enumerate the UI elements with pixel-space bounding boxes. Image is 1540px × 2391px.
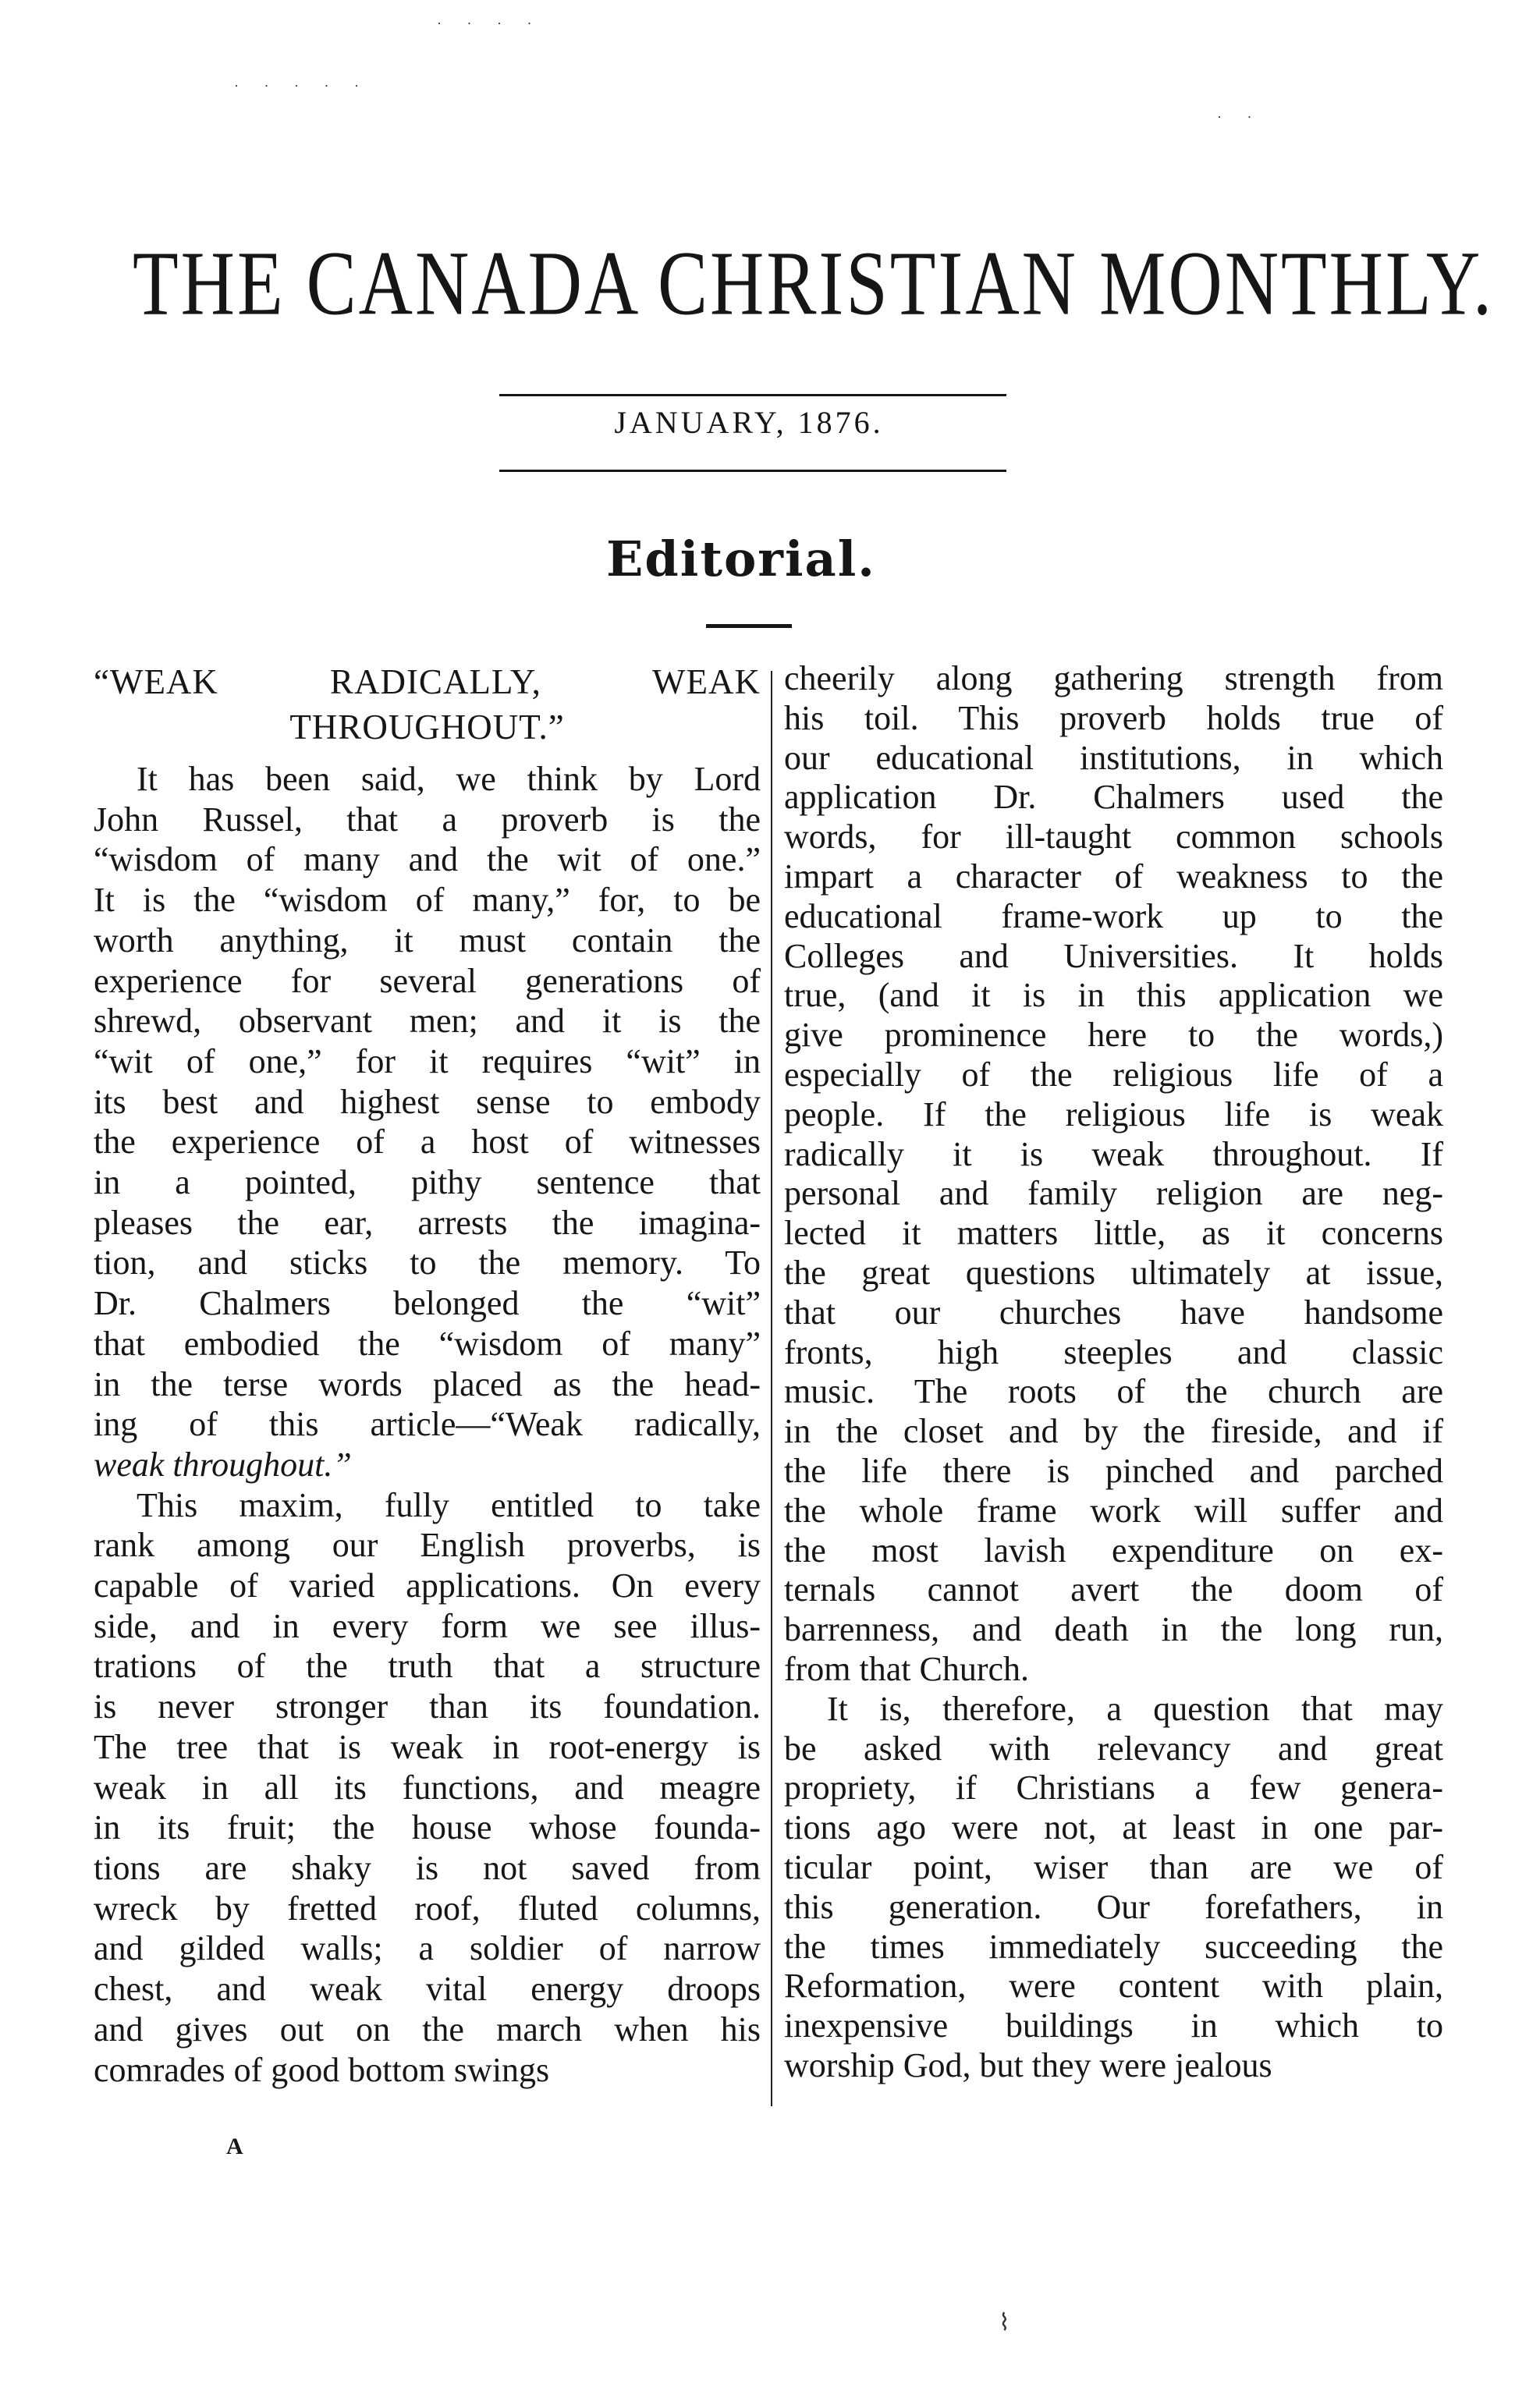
text-line: that embodied the “wisdom of many” — [94, 1324, 761, 1363]
text-line: application Dr. Chalmers used the — [784, 778, 1443, 817]
text-line: ternals cannot avert the doom of — [784, 1570, 1443, 1609]
text-line: true, (and it is in this application we — [784, 976, 1443, 1015]
text-line: worth anything, it must contain the — [94, 921, 761, 960]
text-line: radically it is weak throughout. If — [784, 1134, 1443, 1173]
short-rule — [706, 624, 792, 628]
print-speckle: ⌇ — [999, 2310, 1021, 2336]
text-line: personal and family religion are neg- — [784, 1174, 1443, 1213]
dateline: JANUARY, 1876. — [614, 405, 884, 440]
article-headline — [94, 659, 761, 750]
text-line: “wit of one,” for it requires “wit” in — [94, 1041, 761, 1080]
text-line: the great questions ultimately at issue, — [784, 1253, 1443, 1292]
text-line: from that Church. — [784, 1649, 1030, 1688]
text-line: comrades of good bottom swings — [94, 2050, 550, 2089]
text-line: especially of the religious life of a — [784, 1055, 1443, 1094]
text-line: side, and in every form we see illus- — [94, 1606, 761, 1645]
text-line: ticular point, wiser than are we of — [784, 1847, 1443, 1886]
text-line: worship God, but they were jealous — [784, 2045, 1272, 2084]
text-line: It is, therefore, a question that may — [827, 1689, 1443, 1728]
text-line: the experience of a host of witnesses — [94, 1123, 761, 1162]
text-line: chest, and weak vital energy droops — [94, 1970, 761, 2009]
text-line: Reformation, were content with plain, — [784, 1967, 1443, 2006]
text-line: weak in all its functions, and meagre — [94, 1768, 761, 1807]
text-line: the times immediately succeeding the — [784, 1927, 1443, 1966]
text-line: the most lavish expenditure on ex- — [784, 1531, 1443, 1570]
text-line: and gives out on the march when his — [94, 2010, 761, 2049]
text-line: “wisdom of many and the wit of one.” — [94, 840, 761, 879]
text-line: shrewd, observant men; and it is the — [94, 1002, 761, 1041]
text-line: ing of this article—“Weak radically, — [94, 1405, 761, 1444]
text-line: people. If the religious life is weak — [784, 1094, 1443, 1133]
text-line: the life there is pinched and parched — [784, 1451, 1443, 1490]
text-line: inexpensive buildings in which to — [784, 2006, 1443, 2045]
headline-line-2: THROUGHOUT.” — [289, 708, 565, 747]
text-line: Dr. Chalmers belonged the “wit” — [94, 1284, 761, 1323]
text-line: his toil. This proverb holds true of — [784, 698, 1443, 737]
text-line: experience for several generations of — [94, 961, 761, 1000]
text-line: be asked with relevancy and great — [784, 1729, 1443, 1768]
headline-line-1: “WEAK RADICALLY, WEAK — [94, 662, 761, 701]
rule-above-date — [499, 394, 1006, 396]
text-line: educational frame-work up to the — [784, 896, 1443, 935]
column-divider — [771, 671, 772, 2106]
text-line: words, for ill-taught common schools — [784, 818, 1443, 857]
text-line: It is the “wisdom of many,” for, to be — [94, 881, 761, 920]
text-line: its best and highest sense to embody — [94, 1082, 761, 1121]
rule-below-date — [499, 470, 1006, 472]
print-speckle: · · · · · — [234, 78, 370, 94]
text-line: propriety, if Christians a few genera- — [784, 1768, 1443, 1807]
text-line: pleases the ear, arrests the imagina- — [94, 1203, 761, 1242]
text-line: that our churches have handsome — [784, 1293, 1443, 1332]
text-line: in the terse words placed as the head- — [94, 1364, 761, 1403]
print-speckle: · · · · — [437, 16, 543, 31]
left-column-text — [94, 759, 761, 2090]
text-line: give prominence here to the words,) — [784, 1016, 1443, 1055]
text-line: in its fruit; the house whose founda- — [94, 1808, 761, 1847]
text-line: impart a character of weakness to the — [784, 857, 1443, 896]
text-line: weak throughout.” — [94, 1445, 352, 1484]
text-line: the whole frame work will suffer and — [784, 1491, 1443, 1530]
right-column-text — [784, 659, 1443, 2086]
text-line: music. The roots of the church are — [784, 1372, 1443, 1411]
right-column — [784, 659, 1443, 2086]
text-line: tions ago were not, at least in one par- — [784, 1808, 1443, 1847]
print-speckle: · · — [1217, 109, 1263, 125]
text-line: wreck by fretted roof, fluted columns, — [94, 1889, 761, 1928]
signature-mark: A — [226, 2134, 243, 2159]
text-line: This maxim, fully entitled to take — [137, 1485, 761, 1524]
text-line: our educational institutions, in which — [784, 738, 1443, 777]
text-line: lected it matters little, as it concerns — [784, 1214, 1443, 1253]
text-line: fronts, high steeples and classic — [784, 1332, 1443, 1371]
text-line: this generation. Our forefathers, in — [784, 1887, 1443, 1926]
text-line: The tree that is weak in root-energy is — [94, 1727, 761, 1766]
text-line: Colleges and Universities. It holds — [784, 936, 1443, 975]
masthead-title: THE CANADA CHRISTIAN MONTHLY. — [133, 232, 1494, 334]
section-heading: Editorial. — [606, 530, 876, 587]
text-line: and gilded walls; a soldier of narrow — [94, 1929, 761, 1968]
text-line: tion, and sticks to the memory. To — [94, 1243, 761, 1282]
text-line: tions are shaky is not saved from — [94, 1848, 761, 1887]
text-line: John Russel, that a proverb is the — [94, 800, 761, 839]
text-line: barrenness, and death in the long run, — [784, 1610, 1443, 1649]
text-line: cheerily along gathering strength from — [784, 659, 1443, 697]
text-line: is never stronger than its foundation. — [94, 1687, 761, 1726]
text-line: in a pointed, pithy sentence that — [94, 1163, 761, 1202]
left-column — [94, 659, 761, 2090]
text-line: rank among our English proverbs, is — [94, 1526, 761, 1565]
text-line: in the closet and by the fireside, and if — [784, 1412, 1443, 1451]
text-line: trations of the truth that a structure — [94, 1647, 761, 1686]
text-line: capable of varied applications. On every — [94, 1566, 761, 1605]
text-line: It has been said, we think by Lord — [137, 760, 761, 798]
